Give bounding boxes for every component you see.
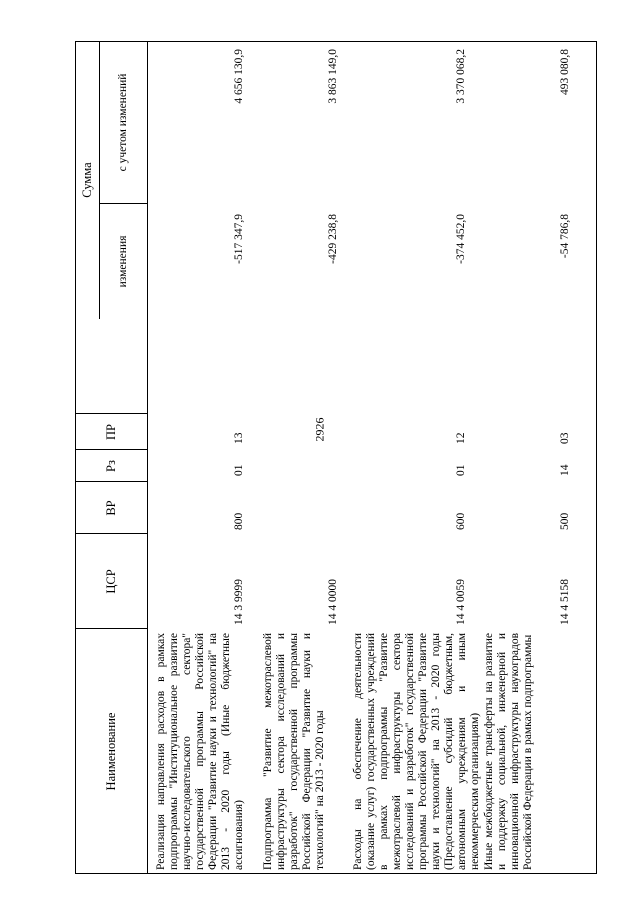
row-rz: 01 [455, 464, 467, 476]
row-csr: 14 4 5158 [559, 579, 571, 625]
row-pr: 12 [455, 432, 467, 444]
header-with-change: с учетом изменений [116, 73, 129, 172]
table-border-bottom [596, 41, 597, 874]
row-csr: 14 4 0000 [327, 579, 339, 625]
row-name: Иные межбюджетные трансферты на развитие и поддержку социальной, инженерной и инновационной инфраструктуры наукоградов Российской Федерации в рамках подпрограммы [483, 633, 534, 870]
header-vr: ВР [103, 500, 118, 516]
row-change: -374 452,0 [455, 214, 467, 264]
header-sum: Сумма [79, 162, 94, 198]
row-with-change: 3 863 149,0 [327, 49, 339, 104]
header-name: Наименование [103, 712, 118, 791]
row-vr: 500 [559, 512, 571, 530]
row-name: Расходы на обеспечение деятельности (оказание услуг) государственных учреждений в рамках подпрограммы "Развитие межотраслевой инфраструктуры сектора исследований и разработок" государственной программы Российской Федерации "Развитие науки и технологий" на 2013 - 2020 годы (Предоставление субсидий бюджетным, автономным учреждениям и иным некоммерческим организациям) [352, 633, 481, 870]
row-change: -429 238,8 [327, 214, 339, 264]
row-change: -54 786,8 [559, 214, 571, 259]
row-rz: 01 [233, 464, 245, 476]
header-divider [147, 41, 148, 874]
row-name: Реализация направления расходов в рамках подпрограммы "Институциональное развитие научно-исследовательского сектора" государственной программы Российской Федерации "Развитие науки и технологий" на 2013 - 2020 годы (Иные бюджетные ассигнования) [155, 633, 245, 870]
budget-table [75, 41, 597, 874]
row-change: -517 347,9 [233, 214, 245, 264]
row-pr: 13 [233, 432, 245, 444]
row-vr: 600 [455, 512, 467, 530]
row-with-change: 3 370 068,2 [455, 49, 467, 104]
row-vr: 800 [233, 512, 245, 530]
row-name: Подпрограмма "Развитие межотраслевой инфраструктуры сектора исследований и разработок" государственной программы Российской Федерации "Развитие науки и технологий" на 2013 - 2020 годы [262, 633, 326, 870]
header-change: изменения [116, 235, 129, 288]
header-rz: Рз [103, 460, 118, 472]
page-number: 2926 [312, 417, 327, 442]
table-border-right [75, 41, 597, 42]
header-csr: ЦСР [103, 569, 118, 594]
header-pr: ПР [103, 424, 118, 440]
row-with-change: 4 656 130,9 [233, 49, 245, 104]
row-rz: 14 [559, 464, 571, 476]
row-csr: 14 3 9999 [233, 579, 245, 625]
row-pr: 03 [559, 432, 571, 444]
row-csr: 14 4 0059 [455, 579, 467, 625]
row-with-change: 493 080,8 [559, 49, 571, 95]
